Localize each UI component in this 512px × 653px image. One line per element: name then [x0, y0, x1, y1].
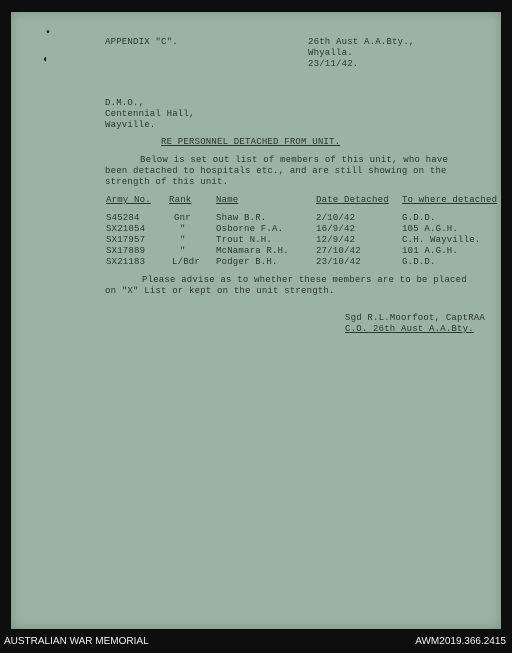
table-cell: SX21183: [106, 257, 146, 267]
addressee-line: Wayville.: [105, 120, 156, 130]
unit-name: 26th Aust A.A.Bty.,: [308, 37, 415, 47]
punch-hole-mark: ◖: [42, 55, 49, 66]
addressee-line: Centennial Hall,: [105, 109, 195, 119]
table-cell: McNamara R.H.: [216, 246, 289, 256]
table-header-date: Date Detached: [316, 195, 389, 205]
table-cell: SX17889: [106, 246, 146, 256]
body-text: been detached to hospitals etc., and are still showing on the: [105, 166, 447, 176]
table-cell: ": [180, 235, 186, 245]
table-cell: 12/9/42: [316, 235, 356, 245]
table-cell: Podger B.H.: [216, 257, 278, 267]
table-cell: G.D.D.: [402, 257, 436, 267]
table-cell: S45284: [106, 213, 140, 223]
table-cell: 101 A.G.H.: [402, 246, 459, 256]
subject-heading: RE PERSONNEL DETACHED FROM UNIT.: [161, 137, 341, 147]
table-cell: 2/10/42: [316, 213, 356, 223]
table-cell: 27/10/42: [316, 246, 361, 256]
table-cell: Shaw B.R.: [216, 213, 267, 223]
table-cell: ": [180, 224, 186, 234]
table-cell: Trout N.H.: [216, 235, 273, 245]
document-page: [11, 12, 501, 629]
punch-hole-mark: •: [45, 28, 52, 39]
table-cell: 105 A.G.H.: [402, 224, 459, 234]
closing-text: on "X" List or kept on the unit strength.: [105, 286, 335, 296]
table-header-destination: To where detached: [402, 195, 498, 205]
addressee-line: D.M.O.,: [105, 98, 145, 108]
table-cell: L/Bdr: [172, 257, 201, 267]
table-cell: SX21054: [106, 224, 146, 234]
table-cell: ": [180, 246, 186, 256]
signatory-title: C.O. 26th Aust A.A.Bty.: [345, 324, 474, 334]
table-cell: 23/10/42: [316, 257, 361, 267]
table-cell: Gnr: [174, 213, 191, 223]
place-name: Whyalla.: [308, 48, 353, 58]
body-text: Below is set out list of members of this unit, who have: [140, 155, 449, 165]
table-header-army-no: Army No.: [106, 195, 151, 205]
body-text: strength of this unit.: [105, 177, 229, 187]
table-cell: G.D.D.: [402, 213, 436, 223]
letter-date: 23/11/42.: [308, 59, 359, 69]
table-cell: SX17957: [106, 235, 146, 245]
table-cell: C.H. Wayville.: [402, 235, 481, 245]
signature-line: Sgd R.L.Moorfoot, CaptRAA: [345, 313, 486, 323]
appendix-label: APPENDIX "C".: [105, 37, 178, 47]
table-cell: Osborne F.A.: [216, 224, 284, 234]
table-header-name: Name: [216, 195, 239, 205]
footer-archive-name: AUSTRALIAN WAR MEMORIAL: [4, 636, 149, 647]
table-cell: 16/9/42: [316, 224, 356, 234]
table-header-rank: Rank: [169, 195, 192, 205]
closing-text: Please advise as to whether these members are to be placed: [142, 275, 467, 285]
footer-accession-number: AWM2019.366.2415: [415, 636, 506, 647]
